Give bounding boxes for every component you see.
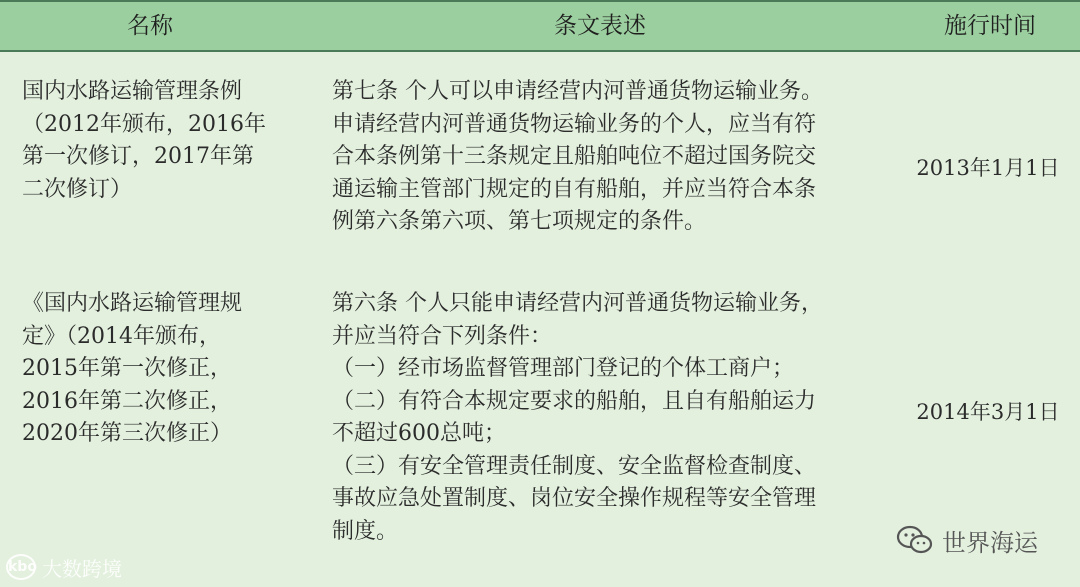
row2-name-line: 《国内水路运输管理规 xyxy=(22,291,243,316)
watermark-left xyxy=(6,552,122,582)
row1-name-line: （2012年颁布，2016年 xyxy=(22,111,266,137)
row2-text xyxy=(332,288,877,548)
row2-text-line: 事故应急处置制度、岗位安全操作规程等安全管理 xyxy=(332,486,817,511)
header-date: 施行时间 xyxy=(944,13,1036,39)
row2-text-line: 不超过600总吨； xyxy=(332,421,506,446)
row2-name-line: 定》（2014年颁布， xyxy=(22,323,221,349)
row1-name-line: 二次修订） xyxy=(22,176,133,202)
watermark-right-text: 世界海运 xyxy=(942,528,1038,557)
row2-name xyxy=(22,288,287,451)
row1-name xyxy=(22,76,287,206)
wechat-icon xyxy=(896,524,934,556)
row2-text-line: （一）经市场监督管理部门登记的个体工商户； xyxy=(332,356,795,381)
watermark-left-text: 大数跨境 xyxy=(42,556,122,581)
row1-date: 2013年1月1日 xyxy=(916,156,1060,180)
row2-date: 2014年3月1日 xyxy=(916,400,1060,424)
row1-text-line: 合本条例第十三条规定且船舶吨位不超过国务院交 xyxy=(332,144,817,169)
row2-text-line: 并应当符合下列条件： xyxy=(332,323,553,349)
row1-text-line: 例第六条第六项、第七项规定的条件。 xyxy=(332,209,707,234)
row2-text-line: 第六条 个人只能申请经营内河普通货物运输业务， xyxy=(332,291,823,316)
row1-name-line: 第一次修订，2017年第 xyxy=(22,144,254,169)
row1-text-line: 申请经营内河普通货物运输业务的个人，应当有符 xyxy=(332,111,817,137)
row1-text-line: 通运输主管部门规定的自有船舶，并应当符合本条 xyxy=(332,176,817,202)
row1-name-line: 国内水路运输管理条例 xyxy=(22,79,243,104)
watermark-right xyxy=(896,520,1038,560)
row2-name-line: 2015年第一次修正， xyxy=(22,356,232,381)
row2-name-line: 2020年第三次修正） xyxy=(22,421,232,446)
header-name: 名称 xyxy=(127,13,173,39)
row2-name-line: 2016年第二次修正， xyxy=(22,388,232,414)
row2-text-line: （三）有安全管理责任制度、安全监督检查制度、 xyxy=(332,453,817,479)
kbo-logo-icon: kbo xyxy=(6,554,36,580)
row1-text-line: 第七条 个人可以申请经营内河普通货物运输业务。 xyxy=(332,79,823,104)
row2-text-line: 制度。 xyxy=(332,518,399,544)
table-header xyxy=(0,0,1080,52)
header-text: 条文表述 xyxy=(554,13,646,39)
row1-text xyxy=(332,76,877,239)
row2-text-line: （二）有符合本规定要求的船舶，且自有船舶运力 xyxy=(332,388,817,414)
